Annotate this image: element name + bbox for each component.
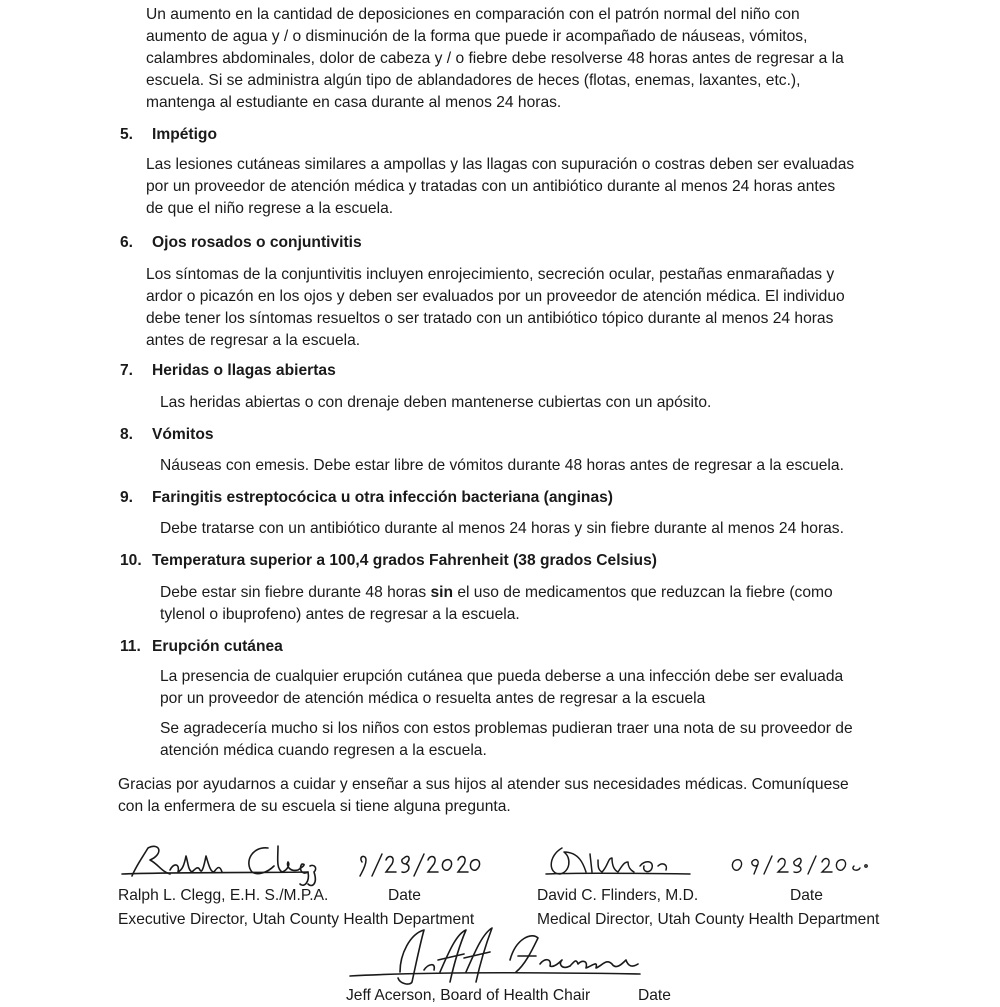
signature-david-flinders <box>540 836 870 884</box>
section-body-impetigo <box>146 154 906 220</box>
text-line: por un proveedor de atención médica y tratadas con un antibiótico durante al menos 24 horas antes <box>146 178 836 195</box>
text-line: La presencia de cualquier erupción cutánea que pueda deberse a una infección debe ser evaluada <box>160 668 844 685</box>
text-line: Debe tratarse con un antibiótico durante al menos 24 horas y sin fiebre durante al menos 24 horas. <box>160 520 844 537</box>
section-title: Faringitis estreptocócica u otra infección bacteriana (anginas) <box>152 489 613 506</box>
section-title: Ojos rosados o conjuntivitis <box>152 234 362 251</box>
section-title: Vómitos <box>152 426 214 443</box>
text-line: escuela. Si se administra algún tipo de ablandadores de heces (flotas, enemas, laxantes, etc.), <box>146 72 801 89</box>
text-fragment: el uso de medicamentos que reduzcan la fiebre (como <box>453 584 833 601</box>
signer-name: Ralph L. Clegg, E.H. S./M.P.A. <box>118 887 329 904</box>
section-number: 8. <box>120 426 134 443</box>
section-body-erupcion <box>160 666 900 710</box>
text-line <box>160 582 900 604</box>
signer-bottom-date-label <box>638 985 671 1007</box>
section-body-temperatura <box>160 582 900 626</box>
text-line: Los síntomas de la conjuntivitis incluyen enrojecimiento, secreción ocular, pestañas enmarañadas y <box>146 266 835 283</box>
text-line: por un proveedor de atención médica o resuelta antes de regresar a la escuela <box>160 690 706 707</box>
date-label: Date <box>790 887 823 904</box>
intro-paragraph <box>146 4 906 114</box>
signer-left-name <box>118 885 328 907</box>
section-title: Impétigo <box>152 126 217 143</box>
text-line: ardor o picazón en los ojos y deben ser evaluados por un proveedor de atención médica. El individuo <box>146 288 845 305</box>
section-heading-temperatura <box>120 550 657 572</box>
signer-right-date-label <box>790 885 823 907</box>
text-line: Un aumento en la cantidad de deposiciones en comparación con el patrón normal del niño con <box>146 6 800 23</box>
section-number: 11. <box>120 638 141 655</box>
text-line: Las lesiones cutáneas similares a ampollas y las llagas con supuración o costras deben ser evaluadas <box>146 156 855 173</box>
signer-right-name <box>537 885 698 907</box>
section-number: 10. <box>120 552 142 569</box>
text-line: aumento de agua y / o disminución de la forma que puede ir acompañado de náuseas, vómitos, <box>146 28 808 45</box>
text-line: debe tener los síntomas resueltos o ser tratado con un antibiótico tópico durante al menos 24 horas <box>146 310 834 327</box>
section-heading-vomitos <box>120 424 214 446</box>
section-body-conjuntivitis <box>146 264 906 352</box>
section-body-faringitis <box>160 518 900 540</box>
section-body-heridas <box>160 392 900 414</box>
section-title: Temperatura superior a 100,4 grados Fahrenheit (38 grados Celsius) <box>152 552 657 569</box>
section-heading-conjuntivitis <box>120 232 362 254</box>
signature-ralph-clegg <box>118 832 478 888</box>
section-heading-faringitis <box>120 487 613 509</box>
signer-name: Jeff Acerson, Board of Health Chair <box>346 987 591 1004</box>
text-line: tylenol o ibuprofeno) antes de regresar a la escuela. <box>160 606 520 623</box>
signature-jeff-acerson <box>340 924 650 986</box>
text-line: Náuseas con emesis. Debe estar libre de vómitos durante 48 horas antes de regresar a la escuela. <box>160 457 844 474</box>
emphasis-text: sin <box>430 584 453 601</box>
text-line: Se agradecería mucho si los niños con estos problemas pudieran traer una nota de su proveedor de <box>160 720 853 737</box>
section-title: Erupción cutánea <box>152 638 283 655</box>
text-line: Las heridas abiertas o con drenaje deben mantenerse cubiertas con un apósito. <box>160 394 712 411</box>
signer-title: Executive Director, Utah County Health Department <box>118 911 475 928</box>
section-number: 5. <box>120 126 134 143</box>
text-line: de que el niño regrese a la escuela. <box>146 200 394 217</box>
text-line: antes de regresar a la escuela. <box>146 332 361 349</box>
section-heading-erupcion <box>120 636 283 658</box>
text-line: atención médica cuando regresen a la escuela. <box>160 742 487 759</box>
section-number: 7. <box>120 362 134 379</box>
section-number: 9. <box>120 489 134 506</box>
date-label: Date <box>388 887 421 904</box>
section-heading-impetigo <box>120 124 217 146</box>
signer-left-date-label <box>388 885 421 907</box>
text-fragment: Debe estar sin fiebre durante 48 horas <box>160 584 431 601</box>
section-number: 6. <box>120 234 134 251</box>
text-line: Gracias por ayudarnos a cuidar y enseñar a sus hijos al atender sus necesidades médicas. Comuníquese <box>118 776 849 793</box>
signer-bottom-name <box>346 985 590 1007</box>
text-line: calambres abdominales, dolor de cabeza y / o fiebre debe resolverse 48 horas antes de regresar a la <box>146 50 844 67</box>
section-heading-heridas <box>120 360 336 382</box>
section-note-erupcion <box>160 718 900 762</box>
signer-title: Medical Director, Utah County Health Department <box>537 911 880 928</box>
section-body-vomitos <box>160 455 900 477</box>
date-label: Date <box>638 987 671 1004</box>
signer-name: David C. Flinders, M.D. <box>537 887 699 904</box>
text-line: con la enfermera de su escuela si tiene alguna pregunta. <box>118 798 511 815</box>
section-title: Heridas o llagas abiertas <box>152 362 336 379</box>
closing-paragraph <box>118 774 918 818</box>
text-line: mantenga al estudiante en casa durante al menos 24 horas. <box>146 94 562 111</box>
